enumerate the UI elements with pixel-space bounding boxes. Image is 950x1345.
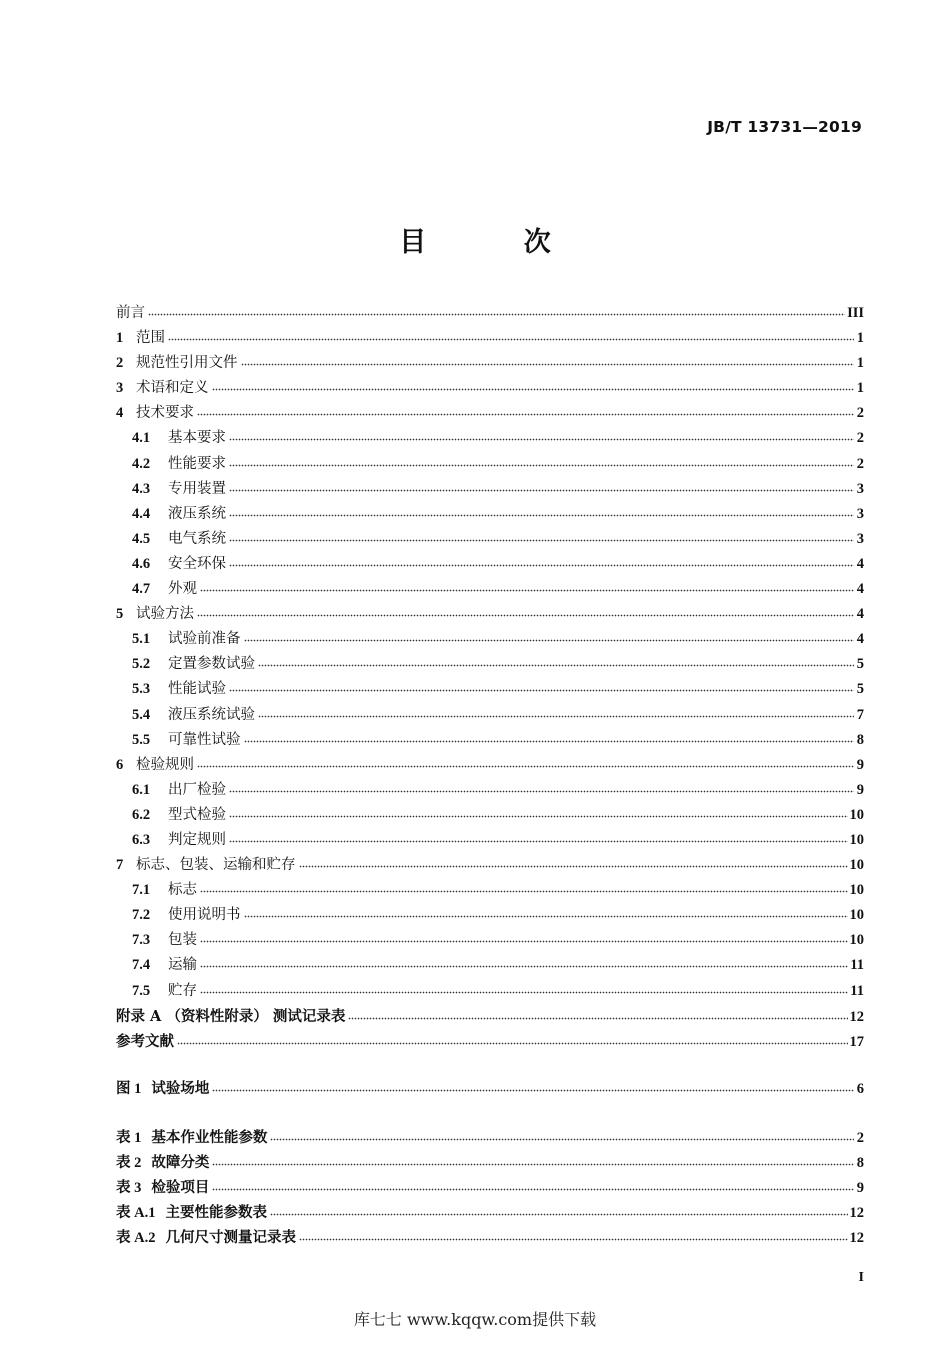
toc-entry-title: 电气系统 — [168, 530, 226, 547]
toc-entry[interactable] — [116, 452, 864, 477]
toc-entry-page: 2 — [856, 455, 864, 472]
toc-entry-number: 4.3 — [132, 480, 151, 497]
dot-leader — [148, 305, 845, 317]
dot-leader — [200, 932, 848, 944]
table-number: 表 3 — [116, 1180, 142, 1197]
toc-entry-page: 9 — [856, 781, 864, 798]
toc-entry-number: 4.5 — [132, 530, 151, 547]
toc-entry-title: 标志、包装、运输和贮存 — [136, 857, 296, 874]
dot-leader — [200, 983, 848, 995]
table-entry[interactable] — [116, 1200, 864, 1225]
toc-entry-page: 4 — [856, 631, 864, 648]
toc-entry-page: 10 — [849, 806, 864, 823]
table-entry[interactable] — [116, 1225, 864, 1250]
table-number: 表 1 — [116, 1130, 142, 1146]
table-entry[interactable] — [116, 1150, 864, 1175]
toc-entry-title: 包装 — [168, 932, 197, 949]
toc-title: 目 次 — [399, 227, 595, 258]
toc-entry-title: 液压系统试验 — [168, 706, 255, 723]
toc-entry-title: 定置参数试验 — [168, 656, 255, 673]
table-page: 12 — [849, 1205, 864, 1222]
toc-entry-number: 2 — [116, 355, 124, 372]
dot-leader — [229, 832, 848, 844]
toc-entry[interactable] — [116, 1029, 864, 1054]
dot-leader — [212, 1180, 854, 1192]
dot-leader — [229, 782, 854, 794]
toc-entry-page: 12 — [849, 1008, 864, 1025]
toc-entry-number: 5.1 — [132, 631, 151, 648]
toc-entry-page: 2 — [856, 405, 864, 422]
dot-leader — [229, 430, 854, 442]
figure-list — [116, 1076, 864, 1101]
toc-entry-title: 技术要求 — [136, 405, 194, 422]
toc-entry-title: 术语和定义 — [136, 380, 209, 397]
toc-entry-page: 10 — [849, 857, 864, 874]
toc-entry[interactable] — [116, 928, 864, 953]
toc-entry-number: 7.1 — [132, 882, 151, 899]
dot-leader — [168, 330, 854, 342]
toc-list — [116, 301, 864, 1054]
table-title: 基本作业性能参数 — [151, 1129, 268, 1146]
toc-entry-number: 5 — [116, 606, 124, 623]
toc-entry-title: 试验前准备 — [168, 631, 241, 648]
table-list — [116, 1125, 864, 1250]
toc-entry-title: 范围 — [136, 330, 165, 347]
table-page: 12 — [849, 1230, 864, 1247]
toc-entry-page: 9 — [856, 756, 864, 773]
toc-entry-number: 7 — [116, 857, 124, 874]
toc-entry[interactable] — [116, 577, 864, 602]
toc-entry-number: 4.4 — [132, 505, 151, 522]
toc-entry-title: 基本要求 — [168, 430, 226, 447]
toc-entry-page: 10 — [849, 932, 864, 949]
toc-entry-title: 试验方法 — [136, 606, 194, 623]
toc-entry[interactable] — [116, 878, 864, 903]
table-entry[interactable] — [116, 1125, 864, 1150]
footer-watermark: 库七七 www.kqqw.com提供下载 — [353, 1310, 597, 1329]
toc-entry[interactable] — [116, 828, 864, 853]
dot-leader — [229, 681, 854, 693]
dot-leader — [258, 707, 854, 719]
toc-entry-page: 3 — [856, 480, 864, 497]
toc-entry-title: 安全环保 — [168, 555, 226, 572]
toc-entry[interactable] — [116, 426, 864, 451]
dot-leader — [299, 1230, 848, 1242]
toc-entry-page: 1 — [856, 355, 864, 372]
toc-entry-page: 3 — [856, 505, 864, 522]
toc-entry[interactable] — [116, 728, 864, 753]
toc-entry-title: 前言 — [116, 305, 145, 321]
table-title: 检验项目 — [151, 1179, 210, 1197]
toc-entry[interactable] — [116, 602, 864, 627]
toc-entry[interactable] — [116, 979, 864, 1004]
table-number: 表 A.2 — [116, 1230, 156, 1247]
dot-leader — [244, 732, 855, 744]
toc-entry-title: 判定规则 — [168, 831, 226, 848]
toc-entry-title: 专用装置 — [168, 480, 226, 497]
toc-entry-number: 5.4 — [132, 706, 151, 723]
toc-entry-title: 使用说明书 — [168, 907, 241, 924]
toc-entry-number: 7.4 — [132, 957, 151, 974]
toc-entry-page: 8 — [856, 731, 864, 748]
dot-leader — [229, 531, 854, 543]
table-page: 8 — [856, 1155, 864, 1172]
dot-leader — [200, 581, 854, 593]
toc-entry-title: 规范性引用文件 — [136, 355, 238, 372]
toc-entry[interactable] — [116, 627, 864, 652]
page-number: I — [858, 1270, 864, 1285]
table-page: 2 — [856, 1130, 864, 1146]
dot-leader — [197, 405, 854, 417]
toc-entry[interactable] — [116, 326, 864, 351]
toc-entry[interactable] — [116, 552, 864, 577]
toc-entry-title: 性能要求 — [168, 455, 226, 472]
toc-entry-title: 型式检验 — [168, 806, 226, 823]
toc-entry[interactable] — [116, 401, 864, 426]
toc-entry-number: 7.2 — [132, 907, 151, 924]
dot-leader — [212, 1081, 854, 1093]
toc-entry-number: 5.5 — [132, 731, 151, 748]
dot-leader — [229, 807, 848, 819]
toc-entry[interactable] — [116, 301, 864, 326]
toc-entry-title: 外观 — [168, 581, 197, 598]
dot-leader — [212, 380, 855, 392]
dot-leader — [200, 957, 848, 969]
toc-entry-number: 7.5 — [132, 982, 151, 999]
toc-entry-page: 10 — [849, 831, 864, 848]
toc-entry[interactable] — [116, 778, 864, 803]
dot-leader — [197, 606, 854, 618]
toc-entry-page: 1 — [856, 330, 864, 347]
toc-entry-number: 4.7 — [132, 581, 151, 598]
dot-leader — [177, 1034, 848, 1046]
dot-leader — [244, 631, 855, 643]
dot-leader — [197, 757, 854, 769]
toc-entry-number: 6.3 — [132, 831, 151, 848]
dot-leader — [299, 857, 848, 869]
toc-entry[interactable] — [116, 1004, 864, 1029]
toc-entry[interactable] — [116, 351, 864, 376]
toc-entry-title: 可靠性试验 — [168, 731, 241, 748]
toc-entry-title: 附录 A （资料性附录） 测试记录表 — [116, 1007, 346, 1025]
figure-page: 6 — [856, 1081, 864, 1097]
toc-entry-number: 6 — [116, 756, 124, 773]
toc-entry[interactable] — [116, 853, 864, 878]
dot-leader — [229, 481, 854, 493]
toc-entry-page: 7 — [856, 706, 864, 723]
toc-entry-title: 参考文献 — [116, 1032, 174, 1050]
toc-entry[interactable] — [116, 502, 864, 527]
toc-entry-number: 4 — [116, 405, 124, 422]
figure-number: 图 1 — [116, 1081, 142, 1097]
table-entry[interactable] — [116, 1175, 864, 1200]
toc-entry-page: 2 — [856, 430, 864, 447]
toc-entry-page: 5 — [856, 681, 864, 698]
toc-entry-number: 4.6 — [132, 555, 151, 572]
toc-entry-number: 6.1 — [132, 781, 151, 798]
table-title: 故障分类 — [151, 1154, 210, 1172]
dot-leader — [244, 907, 848, 919]
dot-leader — [229, 556, 854, 568]
figure-entry[interactable] — [116, 1076, 864, 1101]
toc-entry[interactable] — [116, 652, 864, 677]
dot-leader — [258, 656, 854, 668]
toc-entry[interactable] — [116, 953, 864, 978]
table-page: 9 — [856, 1180, 864, 1197]
dot-leader — [229, 506, 854, 518]
toc-entry-number: 5.3 — [132, 681, 151, 698]
toc-entry-title: 液压系统 — [168, 505, 226, 522]
toc-entry-page: 11 — [850, 982, 864, 999]
toc-entry-number: 1 — [116, 330, 124, 347]
dot-leader — [241, 355, 855, 367]
table-title: 主要性能参数表 — [165, 1204, 267, 1222]
toc-entry-page: 11 — [850, 957, 864, 974]
table-title: 几何尺寸测量记录表 — [165, 1229, 296, 1247]
toc-entry-title: 标志 — [168, 882, 197, 899]
toc-entry-number: 3 — [116, 380, 124, 397]
toc-entry-page: 5 — [856, 656, 864, 673]
table-number: 表 A.1 — [116, 1205, 156, 1222]
toc-entry-page: 4 — [856, 555, 864, 572]
toc-entry-number: 5.2 — [132, 656, 151, 673]
toc-entry-number: 6.2 — [132, 806, 151, 823]
toc-entry-number: 7.3 — [132, 932, 151, 949]
dot-leader — [200, 882, 848, 894]
toc-entry-title: 检验规则 — [136, 756, 194, 773]
toc-entry-number: 4.1 — [132, 430, 151, 447]
toc-entry-number: 4.2 — [132, 455, 151, 472]
dot-leader — [270, 1130, 854, 1142]
toc-entry[interactable] — [116, 477, 864, 502]
toc-entry[interactable] — [116, 527, 864, 552]
table-number: 表 2 — [116, 1155, 142, 1172]
toc-entry-page: 4 — [856, 606, 864, 623]
toc-entry-page: III — [847, 305, 864, 321]
toc-entry-page: 17 — [849, 1033, 864, 1050]
toc-entry[interactable] — [116, 376, 864, 401]
dot-leader — [348, 1009, 847, 1021]
toc-entry[interactable] — [116, 703, 864, 728]
toc-entry-title: 运输 — [168, 957, 197, 974]
toc-entry-page: 10 — [849, 907, 864, 924]
toc-entry-title: 性能试验 — [168, 681, 226, 698]
dot-leader — [212, 1155, 854, 1167]
toc-entry[interactable] — [116, 903, 864, 928]
dot-leader — [270, 1205, 848, 1217]
toc-entry-page: 3 — [856, 530, 864, 547]
toc-entry-title: 贮存 — [168, 982, 197, 999]
standard-code: JB/T 13731—2019 — [707, 118, 862, 136]
toc-entry[interactable] — [116, 677, 864, 702]
dot-leader — [229, 456, 854, 468]
toc-entry-page: 1 — [856, 380, 864, 397]
toc-entry[interactable] — [116, 753, 864, 778]
toc-entry-page: 10 — [849, 882, 864, 899]
toc-entry[interactable] — [116, 803, 864, 828]
toc-entry-title: 出厂检验 — [168, 781, 226, 798]
toc-entry-page: 4 — [856, 581, 864, 598]
figure-title: 试验场地 — [151, 1080, 210, 1097]
